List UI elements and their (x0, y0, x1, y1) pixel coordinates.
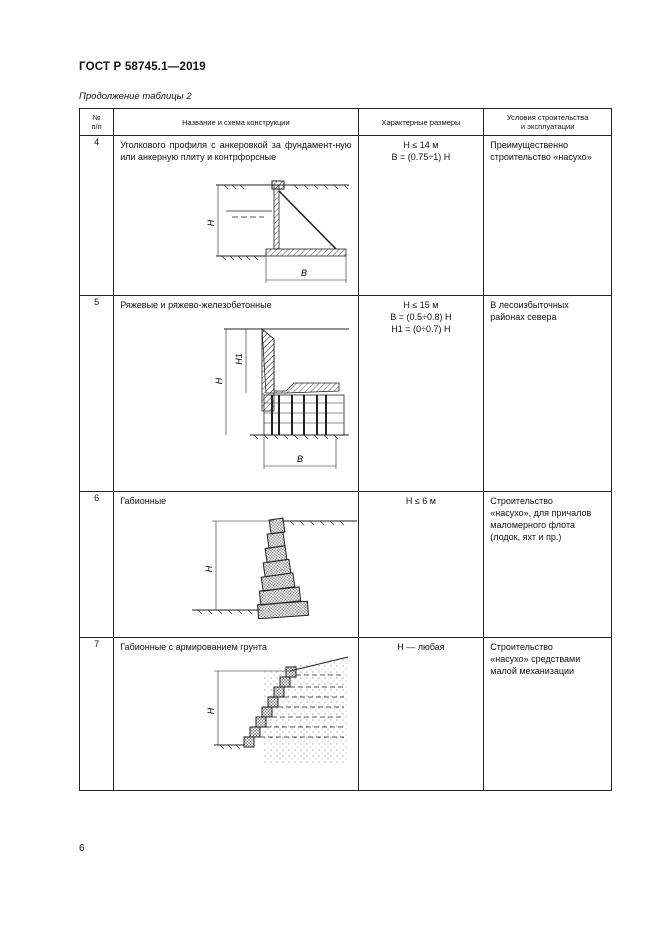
row-sizes-cell (358, 296, 484, 492)
row-name-cell (114, 638, 358, 791)
size-line: H ≤ 14 м (403, 140, 439, 150)
row-name: Габионные с армированием грунта (120, 642, 267, 652)
condition-line: «насухо», для причалов (490, 508, 592, 518)
size-line: H — любая (397, 642, 445, 652)
table-row (80, 638, 612, 791)
row-num: 5 (80, 296, 114, 492)
row-name: Габионные (120, 496, 167, 506)
size-line: H1 = (0÷0.7) H (391, 324, 451, 334)
width-label: B (301, 268, 308, 278)
condition-line: районах севера (490, 312, 557, 322)
row-sizes-cell (358, 136, 484, 296)
height-label: H (214, 377, 225, 385)
row-conditions-cell (484, 492, 612, 638)
condition-line: Строительство (490, 642, 553, 652)
row-num: 7 (80, 638, 114, 791)
row-name-cell (114, 296, 358, 492)
row-name-cell (114, 136, 358, 296)
header-name: Название и схема конструкции (114, 109, 358, 136)
row-name: Уголкового профиля с анкеровкой за фундамент-ную или анкерную плиту и контрфорсные (120, 140, 352, 162)
header-conditions-line1: Условия строительства (506, 113, 589, 122)
document-header: ГОСТ Р 58745.1—2019 (79, 61, 206, 73)
header-conditions (484, 109, 612, 136)
table-caption: Продолжение таблицы 2 (79, 91, 192, 102)
header-num-line1: № (92, 113, 101, 122)
height-label: H (206, 707, 217, 715)
header-conditions-line2: и эксплуатации (520, 122, 575, 131)
page-number: 6 (79, 843, 85, 854)
condition-line: Преимущественно (490, 140, 569, 150)
size-line: H ≤ 15 м (403, 300, 439, 310)
header-sizes: Характерные размеры (358, 109, 484, 136)
condition-line: строительство «насухо» (490, 152, 592, 162)
condition-line: малой механизации (490, 666, 575, 676)
reinforced-gabion-diagram (114, 653, 357, 783)
condition-line: маломерного флота (490, 520, 575, 530)
row-name: Ряжевые и ряжево-железобетонные (120, 300, 272, 310)
row-num: 4 (80, 136, 114, 296)
size-line: B = (0.5÷0.8) H (390, 312, 452, 322)
gabion-wall-diagram (114, 507, 357, 632)
header-num-line2: п/п (91, 122, 102, 131)
height-label: H (206, 219, 217, 227)
height1-label: H1 (234, 353, 245, 365)
row-sizes-cell (358, 492, 484, 638)
size-line: H ≤ 6 м (405, 496, 436, 506)
row-conditions-cell (484, 136, 612, 296)
construction-table (79, 108, 612, 791)
row-conditions-cell (484, 296, 612, 492)
table-header-row (80, 109, 612, 136)
row-conditions-cell (484, 638, 612, 791)
table-row (80, 136, 612, 296)
condition-line: В лесоизбыточных (490, 300, 569, 310)
crib-wall-diagram (114, 311, 357, 481)
angle-wall-diagram (114, 163, 357, 293)
size-line: B = (0.75÷1) H (391, 152, 451, 162)
width-label: B (297, 454, 304, 464)
row-sizes-cell (358, 638, 484, 791)
header-num (80, 109, 114, 136)
row-name-cell (114, 492, 358, 638)
table-row (80, 492, 612, 638)
row-num: 6 (80, 492, 114, 638)
condition-line: «насухо» средствами (490, 654, 581, 664)
condition-line: Строительство (490, 496, 553, 506)
table-row (80, 296, 612, 492)
height-label: H (204, 565, 215, 573)
condition-line: (лодок, яхт и пр.) (490, 532, 562, 542)
